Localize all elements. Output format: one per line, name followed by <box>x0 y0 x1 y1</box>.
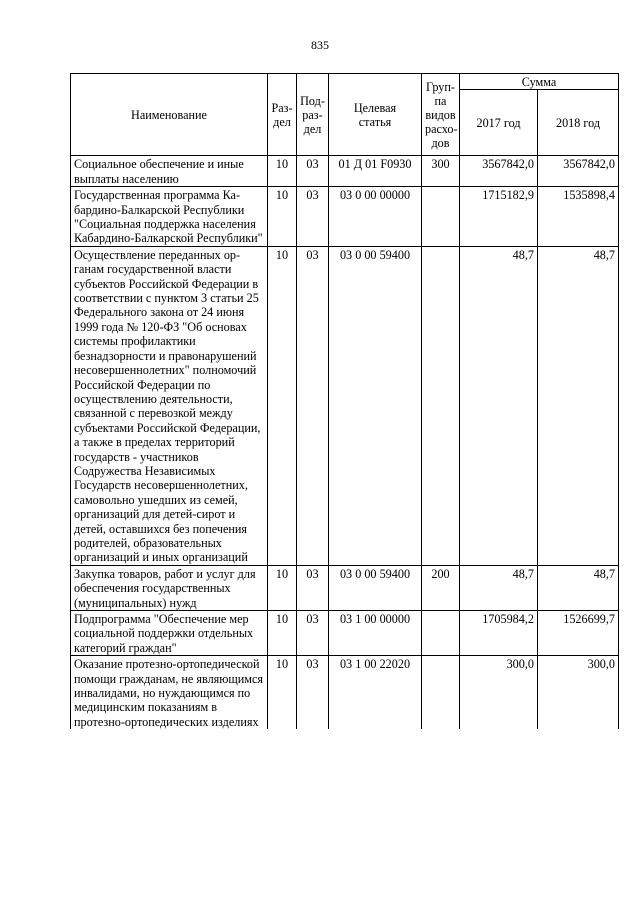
row-section: 10 <box>268 187 297 247</box>
row-name: Социальное обеспечение и иные выплаты населению <box>71 156 268 187</box>
row-subsection: 03 <box>297 156 329 187</box>
row-2018: 48,7 <box>538 565 619 610</box>
table-row <box>71 187 619 247</box>
row-subsection: 03 <box>297 611 329 656</box>
row-target: 03 0 00 59400 <box>329 565 422 610</box>
table-row <box>71 156 619 187</box>
header-target-article: Целевая статья <box>329 74 422 156</box>
header-year-2017: 2017 год <box>460 90 538 156</box>
row-target: 01 Д 01 F0930 <box>329 156 422 187</box>
header-sum: Сумма <box>460 74 619 90</box>
row-2017: 48,7 <box>460 246 538 565</box>
row-name: Закупка товаров, работ и услуг для обеспечения государственных (муниципальных) нужд <box>71 565 268 610</box>
table-header <box>71 74 619 156</box>
row-subsection: 03 <box>297 246 329 565</box>
row-subsection: 03 <box>297 565 329 610</box>
row-section: 10 <box>268 156 297 187</box>
row-name: Государственная программа Кабардино-Балкарской Республики "Социальная поддержка населения Кабардино-Балкарской Республики" <box>71 187 268 247</box>
row-2017: 1705984,2 <box>460 611 538 656</box>
table-row <box>71 565 619 610</box>
row-target: 03 0 00 00000 <box>329 187 422 247</box>
header-year-2018: 2018 год <box>538 90 619 156</box>
row-subsection: 03 <box>297 656 329 730</box>
row-group <box>422 246 460 565</box>
row-group: 300 <box>422 156 460 187</box>
header-expense-group: Груп- па видов расхо- дов <box>422 74 460 156</box>
row-2018: 1526699,7 <box>538 611 619 656</box>
row-subsection: 03 <box>297 187 329 247</box>
row-2018: 300,0 <box>538 656 619 730</box>
row-section: 10 <box>268 611 297 656</box>
row-group <box>422 656 460 730</box>
row-2018: 48,7 <box>538 246 619 565</box>
row-group <box>422 611 460 656</box>
row-2018: 3567842,0 <box>538 156 619 187</box>
table-row <box>71 611 619 656</box>
row-group: 200 <box>422 565 460 610</box>
row-name: Оказание протезно-ортопедической помощи гражданам, не являющимся инвалидами, но нуждающимся по медицинским показаниям в протезно-ортопедических изделиях <box>71 656 268 730</box>
row-target: 03 0 00 59400 <box>329 246 422 565</box>
table-row <box>71 246 619 565</box>
row-group <box>422 187 460 247</box>
row-target: 03 1 00 00000 <box>329 611 422 656</box>
row-section: 10 <box>268 565 297 610</box>
row-section: 10 <box>268 246 297 565</box>
row-section: 10 <box>268 656 297 730</box>
header-subsection: Под- раз- дел <box>297 74 329 156</box>
row-2017: 48,7 <box>460 565 538 610</box>
row-target: 03 1 00 22020 <box>329 656 422 730</box>
budget-table <box>70 73 619 729</box>
page-number: 835 <box>311 38 329 52</box>
row-name: Подпрограмма "Обеспечение мер социальной поддержки отдельных категорий граждан" <box>71 611 268 656</box>
table-row <box>71 656 619 730</box>
row-2017: 3567842,0 <box>460 156 538 187</box>
header-section: Раз- дел <box>268 74 297 156</box>
header-name: Наименование <box>71 74 268 156</box>
row-name: Осуществление переданных органам государственной власти субъектов Российской Федерации в соответствии с пунктом 3 статьи 25 Федерального закона от 24 июня 1999 года № 120-ФЗ "Об основах системы профилактики безнадзорности и правонарушений несовершеннолетних" полномочий Российской Федерации по осуществлению деятельности, связанной с перевозкой между субъектами Российской Федерации, а также в пределах территорий государств - участников Содружества Независимых Государств несовершеннолетних, самовольно ушедших из семей, организаций для детей-сирот и детей, оставшихся без попечения родителей, образовательных организаций и иных организаций <box>71 246 268 565</box>
row-2017: 300,0 <box>460 656 538 730</box>
row-2017: 1715182,9 <box>460 187 538 247</box>
row-2018: 1535898,4 <box>538 187 619 247</box>
